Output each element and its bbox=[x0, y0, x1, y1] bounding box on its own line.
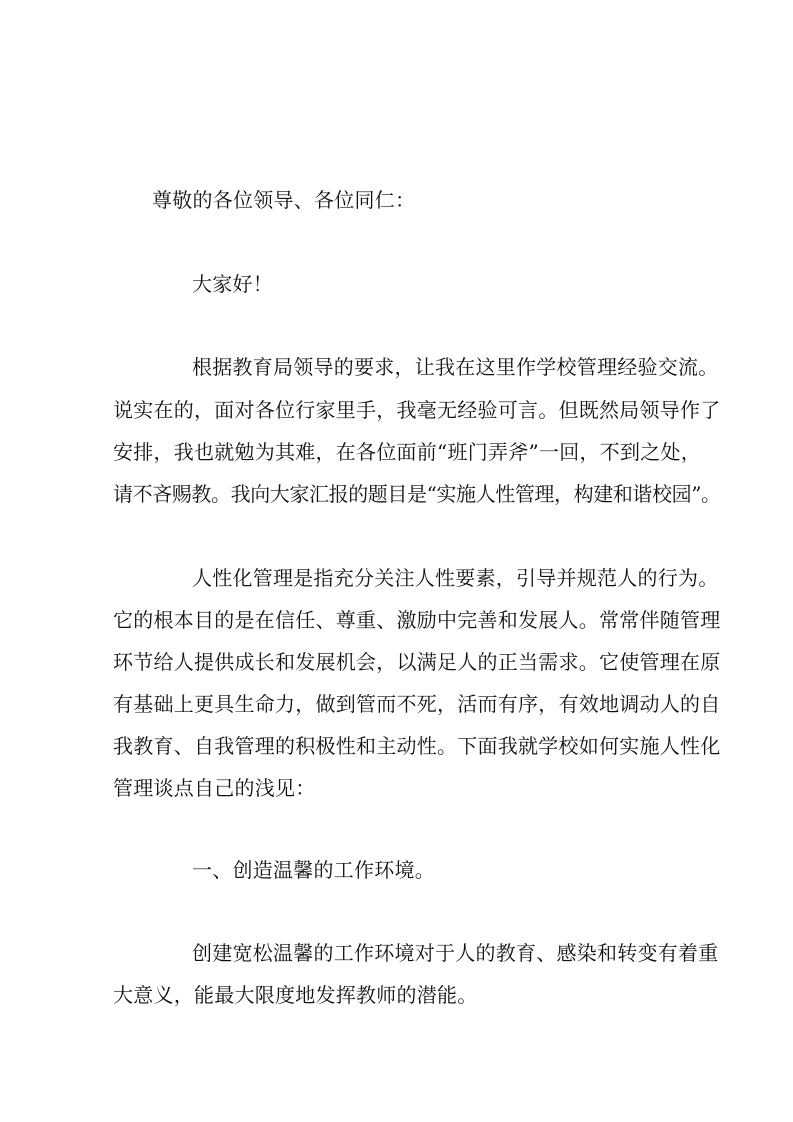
paragraph-line: 根据教育局领导的要求，让我在这里作学校管理经验交流。 bbox=[192, 355, 719, 379]
paragraph-line: 安排，我也就勉为其难，在各位面前“班门弄斧”一回，不到之处， bbox=[113, 440, 701, 464]
paragraph-line: 环节给人提供成长和发展机会，以满足人的正当需求。它使管理在原 bbox=[113, 650, 721, 674]
paragraph-line: 我教育、自我管理的积极性和主动性。下面我就学校如何实施人性化 bbox=[113, 734, 721, 758]
paragraph-line: 说实在的，面对各位行家里手，我毫无经验可言。但既然局领导作了 bbox=[113, 398, 721, 422]
paragraph-line: 它的根本目的是在信任、尊重、激励中完善和发展人。常常伴随管理 bbox=[113, 608, 721, 632]
paragraph-line: 管理谈点自己的浅见： bbox=[113, 776, 316, 800]
paragraph-line: 大意义，能最大限度地发挥教师的潜能。 bbox=[113, 983, 478, 1007]
paragraph-line: 请不吝赐教。我向大家汇报的题目是“实施人性管理，构建和谐校园”。 bbox=[113, 482, 721, 506]
salutation: 尊敬的各位领导、各位同仁： bbox=[152, 188, 416, 212]
section-heading: 一、创造温馨的工作环境。 bbox=[192, 858, 435, 882]
paragraph-line: 人性化管理是指充分关注人性要素，引导并规范人的行为。 bbox=[192, 566, 719, 590]
greeting: 大家好！ bbox=[192, 272, 273, 296]
paragraph-line: 有基础上更具生命力，做到管而不死，活而有序，有效地调动人的自 bbox=[113, 692, 721, 716]
paragraph-line: 创建宽松温馨的工作环境对于人的教育、感染和转变有着重 bbox=[192, 941, 719, 965]
